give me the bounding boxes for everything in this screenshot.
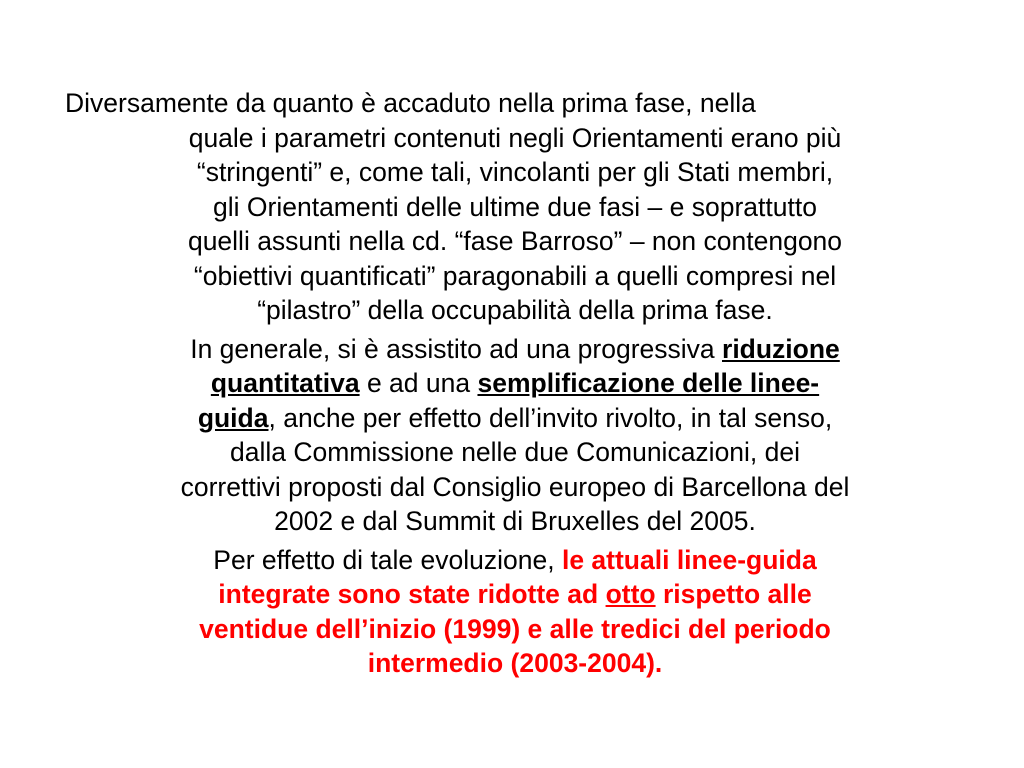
emphasis-riduzione: riduzione: [722, 333, 840, 364]
slide-body: [55, 86, 975, 681]
text-line: quelli assunti nella cd. “fase Barroso” – non contengono: [187, 226, 843, 256]
text-run: Per effetto di tale evoluzione,: [213, 544, 562, 575]
text-run: , anche per effetto dell’invito rivolto, in tal senso,: [268, 402, 833, 433]
highlight-red-line: ventidue dell’inizio (1999) e alle tredici del periodo: [199, 613, 831, 644]
emphasis-guida: guida: [197, 402, 269, 433]
text-line: Diversamente da quanto è accaduto nella prima fase, nella: [65, 88, 756, 118]
text-line: 2002 e dal Summit di Bruxelles del 2005.: [274, 506, 756, 536]
text-line: “pilastro” della occupabilità della prima fase.: [257, 295, 773, 325]
text-line: [55, 543, 975, 578]
emphasis-otto: otto: [605, 579, 656, 609]
paragraph-evoluzione: [55, 543, 975, 681]
highlight-red: le attuali linee-guida: [561, 544, 817, 575]
highlight-red: rispetto alle: [655, 579, 812, 609]
paragraph-riduzione: [55, 332, 975, 539]
text-line: [55, 401, 975, 436]
text-line: [55, 332, 975, 367]
highlight-red-line: intermedio (2003-2004).: [367, 648, 663, 678]
text-line: [55, 577, 975, 612]
emphasis-semplificazione: semplificazione delle linee-: [477, 368, 820, 398]
text-line: “obiettivi quantificati” paragonabili a quelli compresi nel: [193, 260, 837, 291]
text-line: “stringenti” e, come tali, vincolanti per gli Stati membri,: [196, 157, 834, 187]
text-line: correttivi proposti dal Consiglio europeo di Barcellona del: [180, 471, 850, 502]
text-line: dalla Commissione nelle due Comunicazioni, dei: [229, 437, 801, 467]
text-line: gli Orientamenti delle ultime due fasi – e soprattutto: [213, 191, 817, 222]
paragraph-orientamenti: [55, 86, 975, 328]
highlight-red: integrate sono state ridotte ad: [218, 579, 606, 609]
text-run: In generale, si è assistito ad una progressiva: [190, 333, 722, 364]
emphasis-quantitativa: quantitativa: [210, 368, 360, 398]
text-run: e ad una: [359, 368, 478, 398]
text-line: quale i parametri contenuti negli Orientamenti erano più: [188, 122, 842, 153]
text-line: [55, 366, 975, 401]
